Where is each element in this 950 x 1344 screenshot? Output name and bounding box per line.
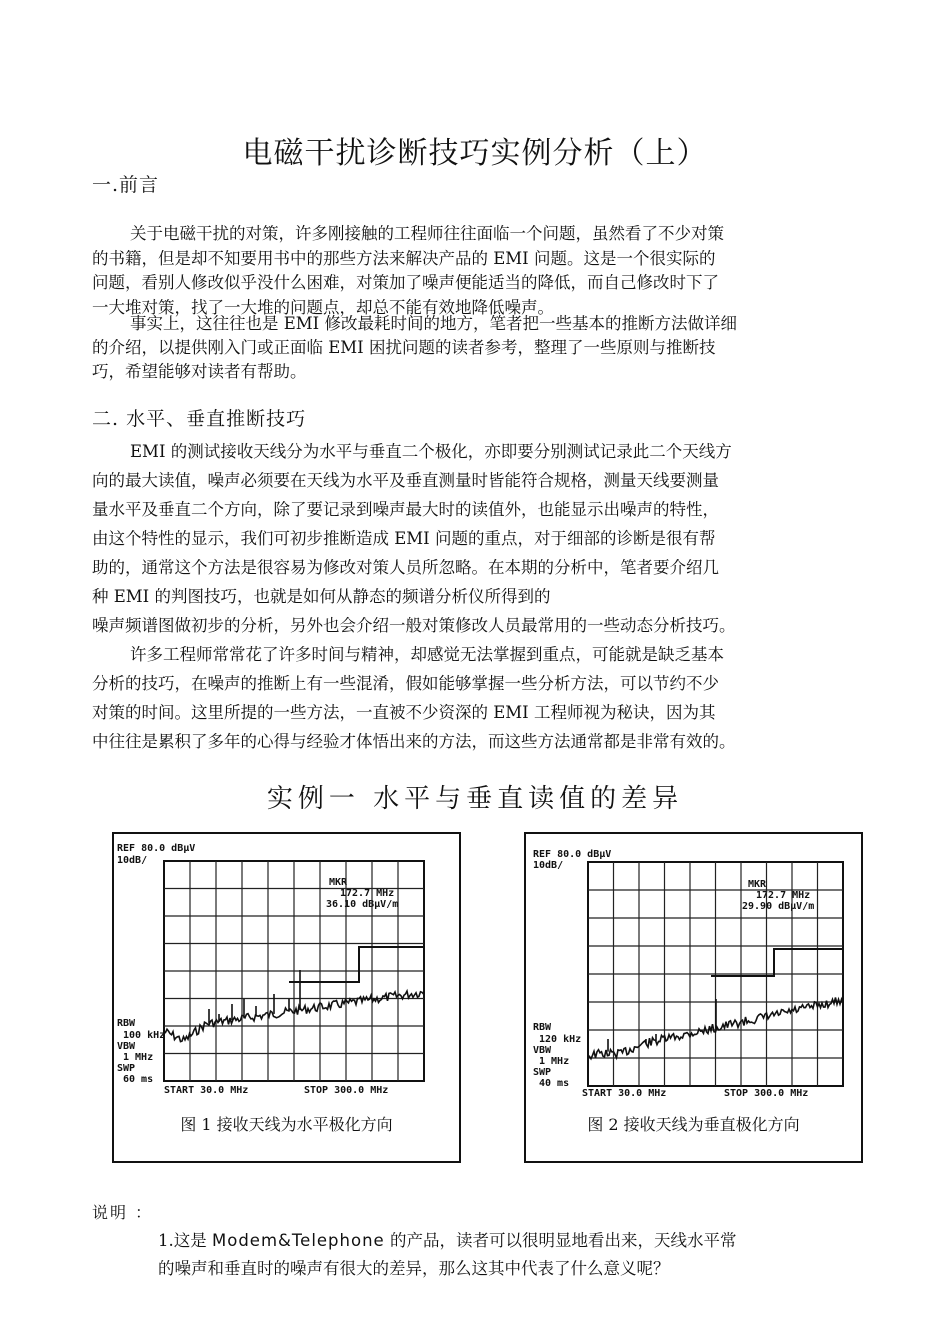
text-line: 助的，通常这个方法是很容易为修改对策人员所忽略。在本期的分析中，笔者要介绍几	[92, 558, 719, 577]
limit-polyline	[289, 947, 424, 982]
text-line: 关于电磁干扰的对策，许多刚接触的工程师往往面临一个问题，虽然看了不少对策	[130, 224, 724, 243]
text-line: 向的最大读值，噪声必须要在天线为水平及垂直测量时皆能符合规格，测量天线要测量	[92, 471, 719, 490]
figure-vertical-polarization	[524, 832, 863, 1163]
note-item-1	[158, 1227, 878, 1283]
text-line: EMI 的测试接收天线分为水平与垂直二个极化，亦即要分别测试记录此二个天线方	[130, 442, 732, 461]
spectrum-plot	[526, 834, 861, 1114]
text-line: 的书籍，但是却不知要用书中的那些方法来解决产品的 EMI 问题。这是一个很实际的	[92, 248, 716, 268]
text-line: 一大堆对策，找了一大堆的问题点，却总不能有效地降低噪声。	[92, 297, 554, 317]
page-title: 电磁干扰诊断技巧实例分析（上）	[242, 136, 708, 171]
marker-frequency: 172.7 MHz	[340, 888, 395, 899]
marker-level: 36.10 dBμV/m	[326, 899, 399, 910]
text-line: 巧，希望能够对读者有帮助。	[92, 362, 307, 381]
rbw-value: 120 kHz	[539, 1034, 582, 1045]
scale-label: 10dB/	[117, 855, 148, 866]
figure-horizontal-polarization	[112, 832, 461, 1163]
text-line: 量水平及垂直二个方向，除了要记录到噪声最大时的读值外，也能显示出噪声的特性，	[92, 500, 719, 519]
spectrum-plot	[114, 834, 459, 1114]
stop-frequency: STOP 300.0 MHz	[724, 1088, 809, 1099]
vbw-value: 1 MHz	[123, 1052, 154, 1063]
text-line: 噪声频谱图做初步的分析，另外也会介绍一般对策修改人员最常用的一些动态分析技巧。	[92, 616, 736, 635]
vbw-value: 1 MHz	[539, 1056, 570, 1067]
text-line: 分析的技巧，在噪声的推断上有一些混淆，假如能够掌握一些分析方法，可以节约不少	[92, 674, 719, 693]
marker-level: 29.90 dBμV/m	[742, 901, 815, 912]
swp-value: 40 ms	[539, 1078, 570, 1089]
figure-caption: 图 1 接收天线为水平极化方向	[180, 1115, 393, 1134]
start-frequency: START 30.0 MHz	[164, 1085, 249, 1096]
marker-label: MKR	[329, 877, 348, 888]
text-line: 许多工程师常常花了许多时间与精神，却感觉无法掌握到重点，可能就是缺乏基本	[130, 645, 724, 664]
note-text: 的产品，读者可以很明显地看出来，天线水平常	[389, 1231, 737, 1250]
swp-value: 60 ms	[123, 1074, 154, 1085]
note-prefix: 1.这是	[158, 1231, 207, 1250]
techniques-paragraph-1	[92, 437, 882, 640]
ref-level-label: REF 80.0 dBμV	[117, 843, 196, 854]
scale-label: 10dB/	[533, 860, 564, 871]
limit-line	[289, 947, 424, 982]
note-line-2: 的噪声和垂直时的噪声有很大的差异，那么这其中代表了什么意义呢？	[158, 1259, 670, 1278]
example-heading: 实例一 水平与垂直读值的差异	[266, 784, 684, 814]
stop-frequency: STOP 300.0 MHz	[304, 1085, 389, 1096]
text-line: 由这个特性的显示，我们可初步推断造成 EMI 问题的重点，对于细部的诊断是很有帮	[92, 529, 716, 548]
rbw-value: 100 kHz	[123, 1030, 166, 1041]
notes-label: 说明 ：	[92, 1203, 154, 1222]
vbw-label: VBW	[117, 1041, 136, 1052]
limit-line	[711, 949, 843, 976]
text-line: 种 EMI 的判图技巧，也就是如何从静态的频谱分析仪所得到的	[92, 587, 551, 606]
figure-caption: 图 2 接收天线为垂直极化方向	[587, 1115, 800, 1134]
preface-paragraph-2	[92, 312, 882, 384]
ref-level-label: REF 80.0 dBμV	[533, 849, 612, 860]
text-line: 问题，看别人修改似乎没什么困难，对策加了噪声便能适当的降低，而自己修改时下了	[92, 273, 719, 292]
techniques-paragraph-2	[92, 640, 882, 756]
text-line: 的介绍，以提供刚入门或正面临 EMI 困扰问题的读者参考，整理了一些原则与推断技	[92, 338, 716, 357]
vbw-label: VBW	[533, 1045, 552, 1056]
swp-label: SWP	[533, 1067, 552, 1078]
text-line: 中往往是累积了多年的心得与经验才体悟出来的方法，而这些方法通常都是非常有效的。	[92, 732, 736, 751]
limit-polyline	[711, 949, 843, 976]
product-name: Modem&Telephone	[212, 1231, 385, 1250]
marker-frequency: 172.7 MHz	[756, 890, 811, 901]
section-heading-preface: 一.前言	[92, 174, 160, 196]
rbw-label: RBW	[533, 1022, 552, 1033]
start-frequency: START 30.0 MHz	[582, 1088, 667, 1099]
swp-label: SWP	[117, 1063, 136, 1074]
text-line: 事实上，这往往也是 EMI 修改最耗时间的地方，笔者把一些基本的推断方法做详细	[130, 314, 737, 333]
rbw-label: RBW	[117, 1018, 136, 1029]
section-heading-techniques: 二. 水平、垂直推断技巧	[92, 408, 307, 430]
marker-label: MKR	[748, 879, 767, 890]
preface-paragraph-1	[92, 222, 882, 320]
text-line: 对策的时间。这里所提的一些方法，一直被不少资深的 EMI 工程师视为秘诀，因为其	[92, 703, 716, 722]
note-line-1	[158, 1227, 878, 1255]
